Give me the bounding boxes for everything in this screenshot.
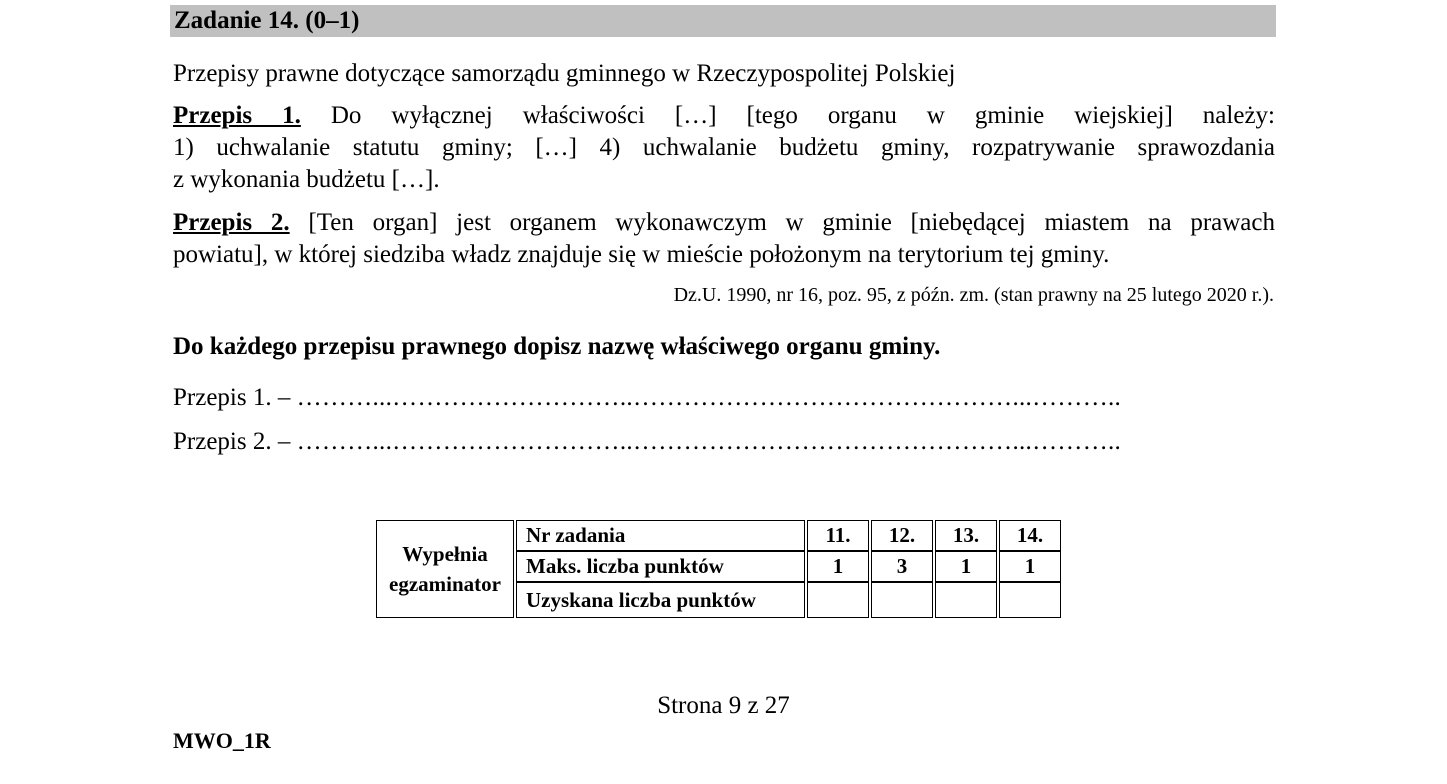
obtained-points-cell[interactable] [999, 582, 1061, 618]
row-label-task-number: Nr zadania [516, 520, 805, 551]
row-label-obtained-points: Uzyskana liczba punktów [516, 582, 805, 618]
przepis-2-paragraph [173, 207, 1275, 271]
examiner-label-line-2: egzaminator [389, 572, 501, 596]
task-header [170, 5, 1276, 37]
task-title: Zadanie 14. (0–1) [174, 7, 360, 34]
task-instruction: Do każdego przepisu prawnego dopisz nazwę właściwego organu gminy. [173, 333, 941, 360]
max-points-cell: 1 [807, 551, 869, 582]
examiner-cell [376, 520, 514, 618]
przepis-2-line-1-text: [Ten organ] jest organem wykonawczym w gminie [niebędącej miastem na prawach [289, 209, 1276, 236]
przepis-1-line-1-text: Do wyłącznej właściwości […] [tego organu w gminie wiejskiej] należy: [300, 102, 1275, 129]
answer-2-label: Przepis 2. – [173, 428, 297, 455]
exam-code: MWO_1R [173, 728, 271, 753]
przepis-1-line-1 [173, 100, 1275, 132]
task-number-cell: 12. [871, 520, 933, 551]
max-points-cell: 1 [999, 551, 1061, 582]
row-label-max-points: Maks. liczba punktów [516, 551, 805, 582]
max-points-cell: 1 [935, 551, 997, 582]
przepis-1-label: Przepis 1. [173, 102, 301, 129]
page-number: Strona 9 z 27 [657, 692, 790, 719]
intro-text: Przepisy prawne dotyczące samorządu gminnego w Rzeczypospolitej Polskiej [173, 60, 956, 87]
task-number-cell: 11. [807, 520, 869, 551]
examiner-label-line-1: Wypełnia [402, 542, 488, 566]
answer-1-label: Przepis 1. – [173, 384, 297, 411]
przepis-2-line-1 [173, 207, 1275, 239]
max-points-cell: 3 [871, 551, 933, 582]
przepis-2-label: Przepis 2. [173, 209, 290, 236]
answer-line-1[interactable] [173, 382, 1121, 414]
obtained-points-cell[interactable] [871, 582, 933, 618]
obtained-points-cell[interactable] [935, 582, 997, 618]
task-number-cell: 14. [999, 520, 1061, 551]
legal-source: Dz.U. 1990, nr 16, poz. 95, z późn. zm. (stan prawny na 25 lutego 2020 r.). [673, 284, 1274, 306]
przepis-1-paragraph [173, 100, 1275, 196]
przepis-2-line-2: powiatu], w której siedziba władz znajduje się w mieście położonym na terytorium tej gminy. [173, 241, 1110, 268]
answer-1-dots[interactable]: ………...………………………..………………………………………...……….. [296, 384, 1122, 411]
task-number-cell: 13. [935, 520, 997, 551]
answer-2-dots[interactable]: ………...………………………..………………………………………...……….. [296, 428, 1122, 455]
przepis-1-line-2: 1) uchwalanie statutu gminy; […] 4) uchwalanie budżetu gminy, rozpatrywanie sprawozdania [173, 134, 1275, 161]
answer-line-2[interactable] [173, 426, 1121, 458]
obtained-points-cell[interactable] [807, 582, 869, 618]
przepis-1-line-3: z wykonania budżetu […]. [173, 166, 440, 193]
score-table [374, 520, 1063, 618]
